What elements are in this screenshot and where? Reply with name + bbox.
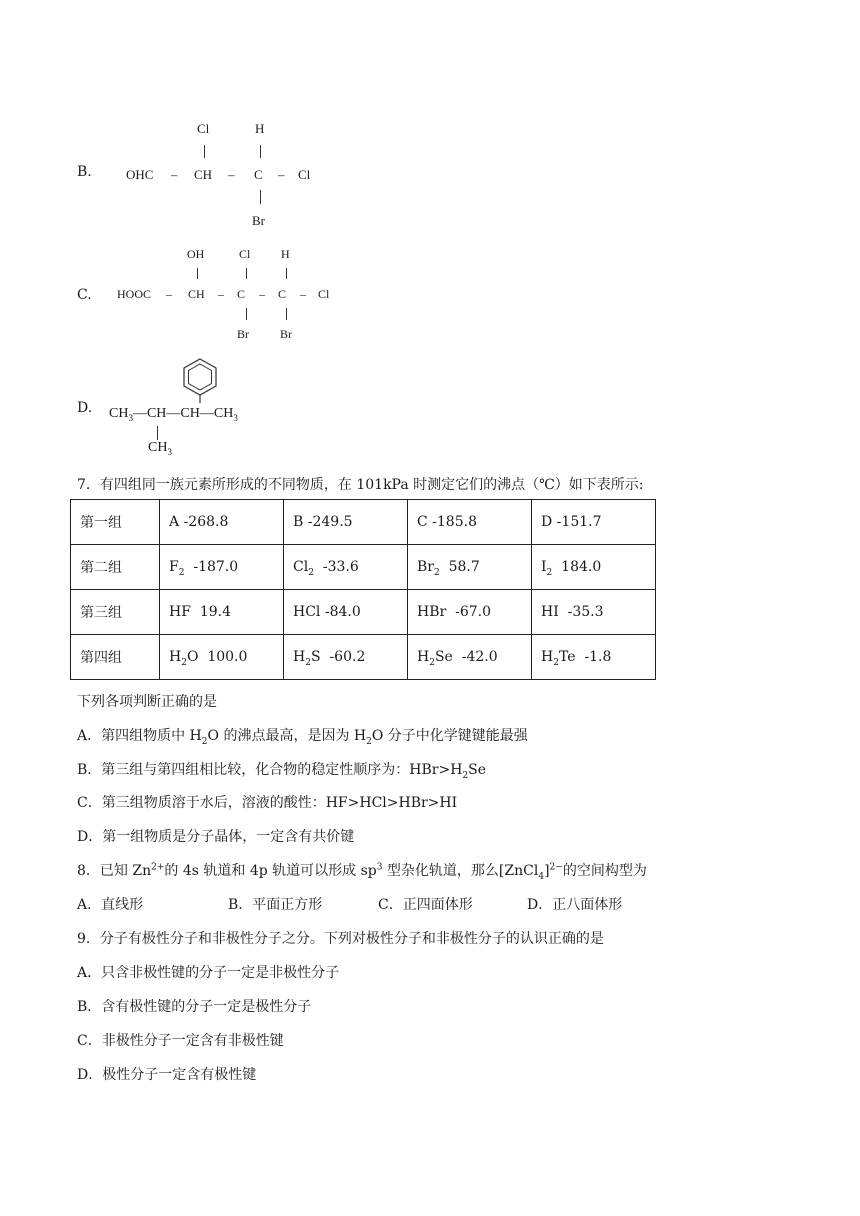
q8-option-d[interactable]: D．正八面体形 <box>527 897 623 913</box>
q9-stem: 9．分子有极性分子和非极性分子之分。下列对极性分子和非极性分子的认识正确的是 <box>77 931 604 947</box>
substituent-label: H <box>255 121 265 136</box>
chain-atom: HOOC <box>117 287 152 301</box>
substituent-label: Cl <box>197 121 210 136</box>
table-cell: HF 19.4 <box>160 590 284 635</box>
group-label: 第三组 <box>71 590 160 635</box>
q9-option-d[interactable]: D．极性分子一定含有极性键 <box>77 1067 257 1083</box>
chain-atom: C <box>237 287 246 301</box>
table-cell: $H_2S$ -60.2 <box>284 635 408 680</box>
table-row <box>71 590 656 635</box>
option-letter: B. <box>77 164 92 180</box>
q9-option-a[interactable]: A．只含非极性键的分子一定是非极性分子 <box>77 965 340 981</box>
table-cell: $Br_2$ 58.7 <box>408 545 532 590</box>
table-row <box>71 545 656 590</box>
chain-bond: – <box>278 167 285 182</box>
q8-option-c[interactable]: C．正四面体形 <box>378 897 473 913</box>
substituent-label: OH <box>187 247 205 261</box>
chain-bond: – <box>218 287 224 301</box>
boiling-point-table <box>70 499 656 680</box>
chain-formula: $CH_3—CH—CH—CH_3$ <box>109 406 238 423</box>
table-cell: HCl -84.0 <box>284 590 408 635</box>
q7-prompt: 下列各项判断正确的是 <box>77 694 217 710</box>
group-label: 第一组 <box>71 500 160 545</box>
chain-bond: – <box>171 167 178 182</box>
chain-bond: – <box>259 287 265 301</box>
chain-bond: – <box>300 287 306 301</box>
table-cell: C -185.8 <box>408 500 532 545</box>
chain-atom: CH <box>194 167 213 182</box>
q9-option-b[interactable]: B．含有极性键的分子一定是极性分子 <box>77 999 312 1015</box>
chain-atom: C <box>254 167 263 182</box>
table-cell: HI -35.3 <box>532 590 656 635</box>
substituent-label: Br <box>280 327 292 341</box>
table-cell: B -249.5 <box>284 500 408 545</box>
chain-bond: – <box>228 167 235 182</box>
group-label: 第二组 <box>71 545 160 590</box>
table-cell: HBr -67.0 <box>408 590 532 635</box>
substituent-label: Br <box>252 213 265 228</box>
chain-atom: OHC <box>126 167 154 182</box>
q7-option-b[interactable]: B．第三组与第四组相比较，化合物的稳定性顺序为：$HBr>H_2Se$ <box>77 762 487 781</box>
table-row <box>71 500 656 545</box>
table-cell: $I_2$ 184.0 <box>532 545 656 590</box>
substituent-label: Cl <box>239 247 251 261</box>
chain-bond: – <box>166 287 172 301</box>
chain-atom: CH <box>188 287 205 301</box>
table-cell: $H_2O$ 100.0 <box>160 635 284 680</box>
q8-stem: 8．已知 $Zn^{2+}$的 4s 轨道和 4p 轨道可以形成 $sp^3$ 型杂化轨道，那么[ZnCl$_4$]$^{2-}$的空间构型为 <box>77 862 647 882</box>
option-letter: D. <box>77 400 93 416</box>
substituent-label: Br <box>237 327 249 341</box>
q7-stem: 7．有四组同一族元素所形成的不同物质，在 101kPa 时测定它们的沸点（℃）如下表所示: <box>77 477 644 493</box>
benzene-ring-icon <box>180 357 220 403</box>
q7-option-c[interactable]: C．第三组物质溶于水后，溶液的酸性：HF>HCl>HBr>HI <box>77 795 458 811</box>
q7-option-a[interactable]: A．第四组物质中 $H_2O$ 的沸点最高，是因为 $H_2O$ 分子中化学键键能最强 <box>77 728 528 747</box>
group-label: 第四组 <box>71 635 160 680</box>
chain-atom: Cl <box>318 287 330 301</box>
table-cell: A -268.8 <box>160 500 284 545</box>
table-cell: $Cl_2$ -33.6 <box>284 545 408 590</box>
chain-atom: Cl <box>298 167 311 182</box>
substituent-label: H <box>281 247 290 261</box>
table-cell: $H_2Se$ -42.0 <box>408 635 532 680</box>
q9-option-c[interactable]: C．非极性分子一定含有非极性键 <box>77 1033 284 1049</box>
q7-option-d[interactable]: D．第一组物质是分子晶体，一定含有共价键 <box>77 829 355 845</box>
methyl-group: $CH_3$ <box>148 440 172 457</box>
q8-option-b[interactable]: B．平面正方形 <box>228 897 323 913</box>
table-cell: $F_2$ -187.0 <box>160 545 284 590</box>
table-cell: $H_2Te$ -1.8 <box>532 635 656 680</box>
chain-atom: C <box>278 287 287 301</box>
q8-option-a[interactable]: A．直线形 <box>77 897 144 913</box>
table-row <box>71 635 656 680</box>
table-cell: D -151.7 <box>532 500 656 545</box>
option-letter: C. <box>77 287 92 303</box>
